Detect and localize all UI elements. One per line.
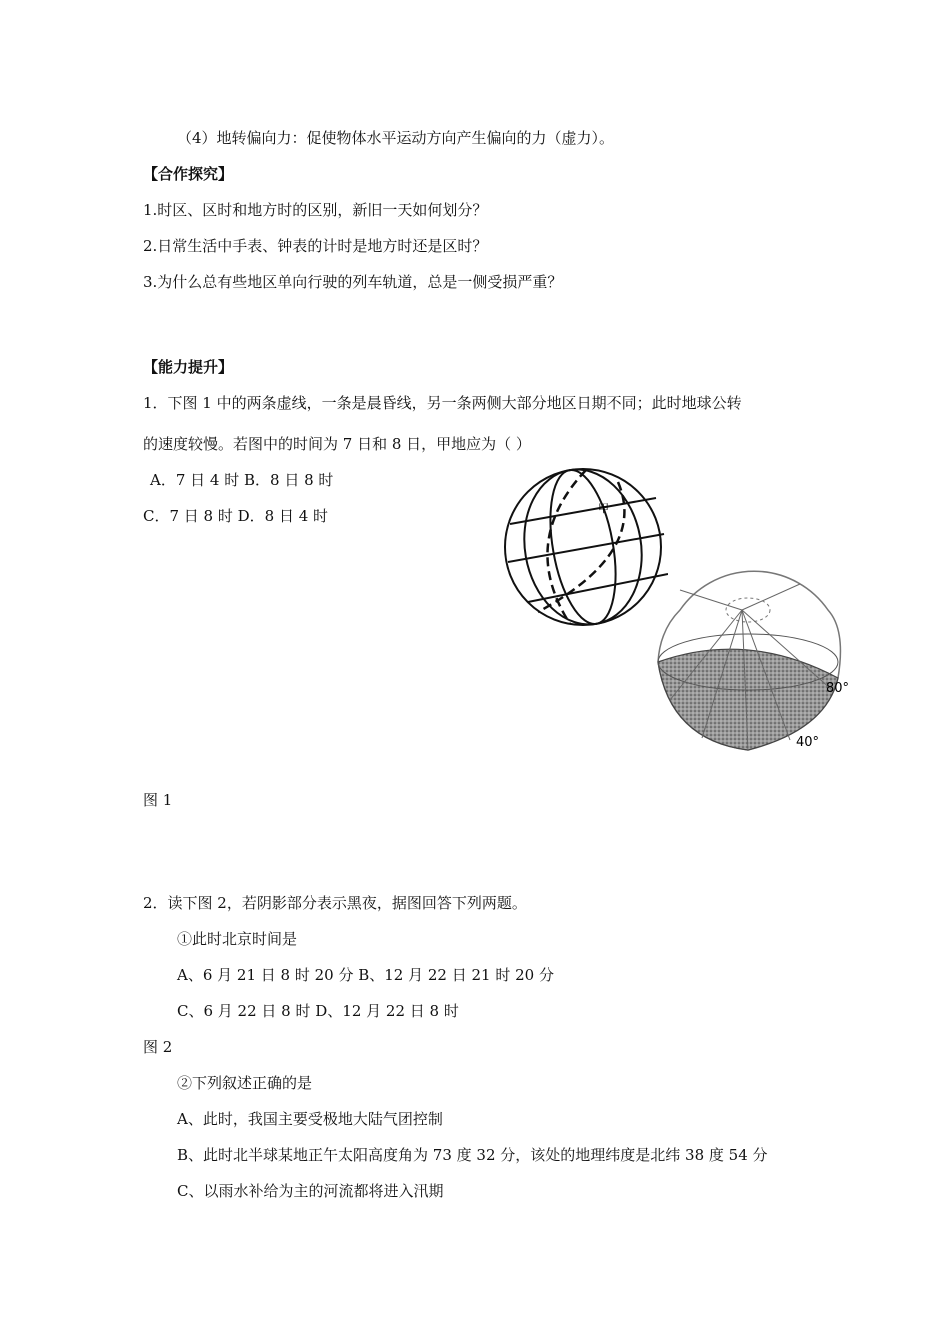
q2-sub2-option-c: C、以雨水补给为主的河流都将进入汛期: [177, 1182, 444, 1200]
globe2-label-80: 80°: [826, 681, 850, 696]
figure-1-caption: 图 1: [143, 791, 173, 809]
q2-sub2: ②下列叙述正确的是: [177, 1074, 313, 1092]
line-4-coriolis: （4）地转偏向力：促使物体水平运动方向产生偏向的力（虚力）。: [177, 129, 615, 147]
heading-cooperative-inquiry: 【合作探究】: [143, 165, 234, 183]
coop-question-3: 3.为什么总有些地区单向行驶的列车轨道，总是一侧受损严重？: [143, 273, 563, 291]
q1-options-cd: C．7 日 8 时 D．8 日 4 时: [143, 507, 329, 525]
figure-2-caption: 图 2: [143, 1038, 173, 1056]
heading-ability-improvement: 【能力提升】: [143, 358, 234, 376]
coop-question-2: 2.日常生活中手表、钟表的计时是地方时还是区时？: [143, 237, 488, 255]
figure-2-globe: [650, 570, 870, 760]
q2-sub2-option-b: B、此时北半球某地正午太阳高度角为 73 度 32 分，该处的地理纬度是北纬 38 度 54 分: [177, 1146, 768, 1164]
globe2-label-40: 40°: [796, 735, 820, 750]
coop-question-1: 1.时区、区时和地方时的区别，新旧一天如何划分？: [143, 201, 488, 219]
globe1-label-jia: 甲: [598, 502, 609, 515]
q2-sub1: ①此时北京时间是: [177, 930, 298, 948]
q2-stem: 2．读下图 2，若阴影部分表示黑夜，据图回答下列两题。: [143, 894, 527, 912]
q2-sub1-options-cd: C、6 月 22 日 8 时 D、12 月 22 日 8 时: [177, 1002, 459, 1020]
q2-sub2-option-a: A、此时，我国主要受极地大陆气团控制: [177, 1110, 443, 1128]
q1-stem-line2: 的速度较慢。若图中的时间为 7 日和 8 日，甲地应为（ ）: [143, 435, 531, 453]
q2-sub1-options-ab: A、6 月 21 日 8 时 20 分 B、12 月 22 日 21 时 20 分: [177, 966, 554, 984]
q1-stem-line1: 1．下图 1 中的两条虚线，一条是晨昏线，另一条两侧大部分地区日期不同；此时地球公转: [143, 394, 742, 412]
q1-options-ab: A．7 日 4 时 B．8 日 8 时: [150, 471, 334, 489]
figure-1-globe: [498, 462, 668, 632]
